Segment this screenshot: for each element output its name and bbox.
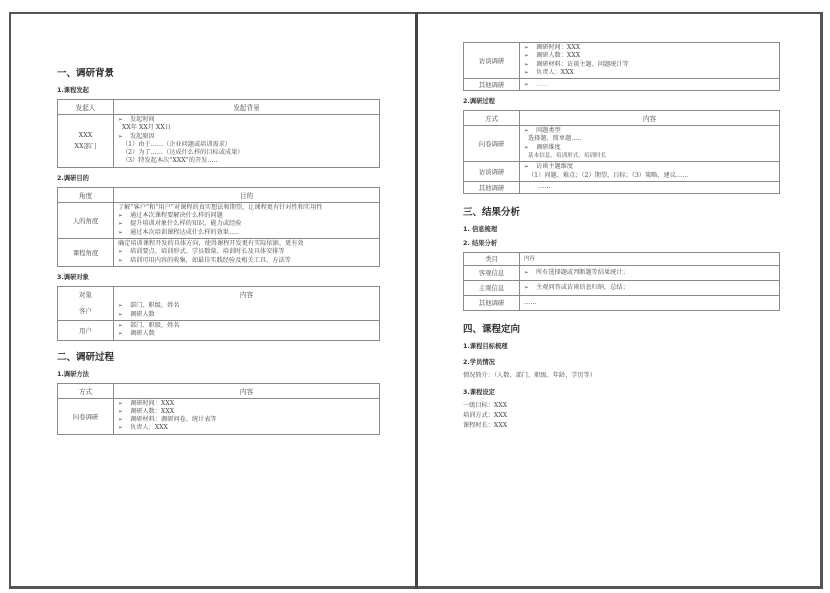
- table-header: 内容: [114, 286, 380, 301]
- bullet-arrow-icon: ➢: [524, 69, 529, 76]
- subheading-course-goals: 1.课程目标梳理: [463, 342, 508, 350]
- course-setting-line: 一级目标：XXX: [463, 401, 508, 409]
- table-header: 角度: [58, 187, 114, 202]
- subheading-research-process: 2.调研过程: [463, 98, 495, 106]
- bullet-arrow-icon: ➢: [118, 417, 123, 424]
- bullet-arrow-icon: ➢: [118, 213, 123, 220]
- bullet-arrow-icon: ➢: [118, 311, 123, 318]
- bullet-arrow-icon: ➢: [118, 133, 123, 140]
- table-header: 内容: [114, 383, 380, 398]
- table-header: 方式: [464, 111, 520, 126]
- subheading-trainee-info: 2.学员情况: [463, 358, 495, 366]
- table-header: 目的: [114, 187, 380, 202]
- table-row: 其他调研 ➢ ……: [464, 79, 780, 91]
- table-row: 人的角度 了解“客户”和“用户”对课程的真实想法和期望，让课程更有针对性和实用性 ➢ 通过本次课程要解决什么样的问题 ➢ 提升培训对象什么样的知识、能力或经验 ➢ 通过本次培训课程达成什么样的效果…..: [58, 202, 380, 238]
- subheading-info-sorting: 1. 信息梳理: [463, 225, 498, 233]
- bullet-arrow-icon: ➢: [118, 257, 123, 264]
- bullet-arrow-icon: ➢: [118, 229, 123, 236]
- research-method-table-continued: [463, 42, 780, 91]
- bullet-arrow-icon: ➢: [524, 284, 529, 291]
- table-header: 对象: [58, 286, 114, 301]
- subheading-result-analysis: 2. 结果分析: [463, 239, 498, 247]
- table-row: 问卷调研 ➢ 问题类型 选择题、简单题..... ➢ 调研维度 基本信息、培训形式、培训时长: [464, 126, 780, 162]
- table-row: 访谈调研 ➢ 访谈主题维度 （1）问题、难点；（2）期望、目标；（3）策略、建议……: [464, 162, 780, 182]
- bullet-arrow-icon: ➢: [524, 81, 529, 88]
- table-row: 课程角度 确定培训课程开发的具体方向，使得课程开发更有实际依据、更有效 ➢ 培训要点、培训形式、学员数量、培训时长及具体安排等 ➢ 培训可用内容的收集，如最佳实践经验及相关工具、方法等: [58, 238, 380, 266]
- research-method-table: [57, 383, 380, 435]
- section-heading-result-analysis: 三、结果分析: [463, 206, 521, 218]
- table-header: 发起背景: [114, 100, 380, 115]
- course-setting-line: 课程时长：XXX: [463, 421, 508, 429]
- course-origin-table: [57, 99, 380, 168]
- table-row: 类目 内容: [464, 252, 780, 265]
- bullet-arrow-icon: ➢: [118, 331, 123, 338]
- table-row: 问卷调研 ➢ 调研时间：XXX ➢ 调研人数：XXX ➢ 调研材料：调研问卷、统计表等 ➢ 负责人：XXX: [58, 398, 380, 434]
- research-process-table: [463, 110, 780, 194]
- bullet-arrow-icon: ➢: [524, 53, 529, 60]
- bullet-arrow-icon: ➢: [524, 164, 529, 171]
- bullet-arrow-icon: ➢: [118, 249, 123, 256]
- bullet-arrow-icon: ➢: [524, 45, 529, 51]
- bullet-arrow-icon: ➢: [118, 303, 123, 310]
- table-header: 内容: [520, 111, 780, 126]
- page-left: [11, 12, 415, 589]
- trainee-info-text: 情况简介：（人数、部门、职级、年龄、学历等）: [463, 371, 597, 379]
- bullet-arrow-icon: ➢: [118, 117, 123, 123]
- research-purpose-table: [57, 187, 380, 267]
- table-row: 用户 ➢ 部门、职级、姓名 ➢ 调研人数: [58, 320, 380, 340]
- initiator-name: XXX: [78, 130, 93, 139]
- subheading-course-setting: 3.课程设定: [463, 388, 495, 396]
- bullet-arrow-icon: ➢: [118, 221, 123, 228]
- table-row: 客观信息 ➢ 所有选择题或判断题等结果统计；: [464, 265, 780, 280]
- bullet-arrow-icon: ➢: [524, 144, 529, 151]
- subheading-course-origin: 1.课程发起: [57, 87, 89, 94]
- course-setting-line: 培训方式：XXX: [463, 411, 508, 419]
- bullet-arrow-icon: ➢: [118, 322, 123, 329]
- initiator-dept: XX部门: [74, 141, 97, 150]
- bullet-arrow-icon: ➢: [118, 408, 123, 415]
- table-row: 其他调研 ……: [464, 295, 780, 310]
- table-row: 访谈调研 ➢ 调研时间：XXX ➢ 调研人数：XXX ➢ 调研材料：访谈主题、问题统计等 ➢ 负责人：XXX: [464, 43, 780, 79]
- section-heading-course-orientation: 四、课程定向: [463, 323, 521, 335]
- bullet-arrow-icon: ➢: [118, 425, 123, 432]
- table-row: 其他调研 ……: [464, 181, 780, 193]
- research-subjects-table: [57, 286, 380, 341]
- table-row: XXX XX部门 ➢ 发起时间 XX年 XX月 XX日 ➢ 发起原因 （1）由于……（企业问题或培训需求） （2）为了……（达成什么样的目标或成果） （3）特发起本次“XXX”的开发…..: [58, 115, 380, 168]
- subheading-research-purpose: 2.调研目的: [57, 174, 89, 182]
- table-header: 发起人: [58, 100, 114, 115]
- section-heading-research-background: 一、调研背景: [57, 68, 115, 79]
- subheading-research-method: 1.调研方法: [57, 370, 89, 378]
- bullet-arrow-icon: ➢: [524, 128, 529, 135]
- bullet-arrow-icon: ➢: [118, 400, 123, 407]
- section-heading-research-process: 二、调研过程: [57, 351, 115, 363]
- result-analysis-table: [463, 252, 780, 311]
- table-header: 方式: [58, 383, 114, 398]
- bullet-arrow-icon: ➢: [524, 269, 529, 276]
- table-row: 主观信息 ➢ 主观问答或访谈信息归纳、总结；: [464, 280, 780, 295]
- table-row: 客户 ➢ 部门、职级、姓名 ➢ 调研人数: [58, 301, 380, 320]
- page-right: [418, 12, 820, 589]
- bullet-arrow-icon: ➢: [524, 61, 529, 68]
- subheading-research-subjects: 3.调研对象: [57, 273, 89, 281]
